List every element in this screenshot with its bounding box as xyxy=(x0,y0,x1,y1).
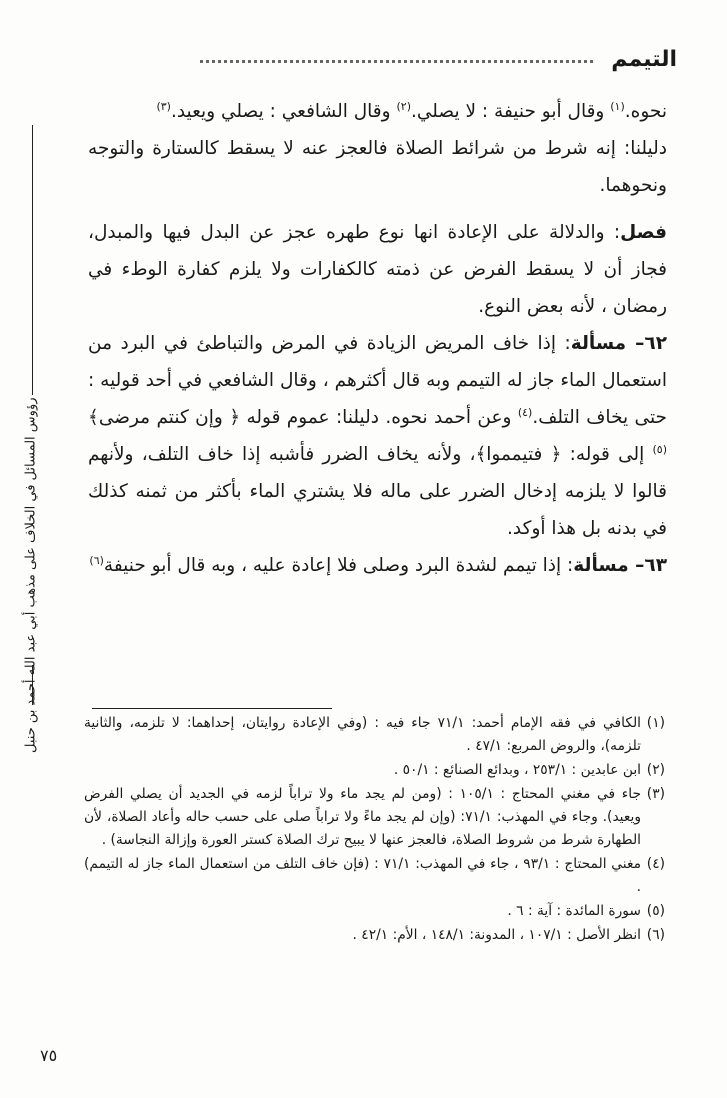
footnote-4: (٤) مغني المحتاج : ٩٣/١ ، جاء في المهذب: ٧١/١ : (فإن خاف التلف من استعمال الماء جاز له التيمم) . xyxy=(84,856,665,895)
paragraph-fasl: فصل: والدلالة على الإعادة انها نوع طهره عجز عن البدل فيها والمبدل، فجاز أن لا يسقط الفرض عن ذمته كالكفارات ولا يلزم كفارة الوطء في رمضان ، لأنه بعض النوع. xyxy=(88,222,667,317)
footnote-ref-2[interactable]: (٢) xyxy=(396,99,411,113)
issue-62: ٦٢– مسألة: إذا خاف المريض الزيادة في المرض والتباطئ في البرد من استعمال الماء جاز له التيمم وبه قال أكثرهم ، وقال الشافعي في أحد قوليه : حتى يخاف التلف.$^{(٤)}$ وعن أحمد نحوه. دليلنا: عموم قوله ﴿ وإن كنتم مرضى﴾$^{(٥)}$ إلى قوله: ﴿ فتيمموا﴾، ولأنه يخاف الضرر فأشبه إذا خاف التلف، ولأنهم قالوا لا يلزمه إدخال الضرر على ماله فلا يشتري الماء بأكثر من ثمنه كذلك في بدنه بل هذا أوكد. xyxy=(88,333,667,539)
footnote-2: (٢) ابن عابدين : ٢٥٣/١ ، وبدائع الصنائع : ٥٠/١ . xyxy=(393,762,665,778)
issue-63: ٦٣– مسألة: إذا تيمم لشدة البرد وصلى فلا إعادة عليه ، وبه قال أبو حنيفة$^{(٦)}$ xyxy=(89,553,667,576)
footnote-3: (٣) جاء في مغني المحتاج : ١٠٥/١ : (ومن لم يجد ماء ولا تراباً لزمه في الجديد أن يصلي الفرض ويعيد). وجاء في المهذب: ٧١/١: (وإن لم يجد ماءً ولا تراباً صلى على حسب حاله وأعاد الصلاة، لأن الطهارة شرط من شروط الصلاة، فالعجز عنها لا يبيح ترك الصلاة كستر العورة وإزالة النجاسة) . xyxy=(84,786,665,848)
footnote-ref-3[interactable]: (٣) xyxy=(156,99,171,113)
side-book-title xyxy=(20,125,46,753)
chapter-title: التيمم xyxy=(611,46,677,72)
fasl-label: فصل xyxy=(620,222,667,243)
issue-62-number: ٦٢– xyxy=(626,333,667,354)
issue-63-label: مسألة xyxy=(573,555,629,576)
main-text xyxy=(88,93,667,584)
footnotes xyxy=(84,712,665,948)
paragraph-2: دليلنا: إنه شرط من شرائط الصلاة فالعجز عنه لا يسقط كالستارة والتوجه ونحوهما. xyxy=(88,138,667,196)
footnote-separator xyxy=(92,708,332,709)
page-number: ٧٥ xyxy=(40,1046,58,1065)
running-header xyxy=(200,44,677,74)
side-rule-bottom xyxy=(32,665,33,705)
footnote-ref-6[interactable]: (٦) xyxy=(89,553,104,567)
header-dotted-rule xyxy=(200,60,593,63)
footnote-ref-5[interactable]: (٥) xyxy=(652,442,667,456)
footnote-1: (١) الكافي في فقه الإمام أحمد: ٧١/١ جاء فيه : (وفي الإعادة روايتان، إحداهما: لا تلزمه، والثانية تلزمه)، والروض المربع: ٤٧/١ . xyxy=(84,715,665,754)
issue-62-label: مسألة xyxy=(570,333,627,354)
paragraph-1: نحوه.$^{(١)}$ وقال أبو حنيفة : لا يصلي.$^{(٢)}$ وقال الشافعي : يصلي ويعيد.$^{(٣)}$ xyxy=(156,99,667,122)
issue-63-number: ٦٣– xyxy=(628,555,667,576)
footnote-6: (٦) انظر الأصل : ١٠٧/١ ، المدونة: ١٤٨/١ ، الأم: ٤٢/١ . xyxy=(352,927,665,943)
footnote-5: (٥) سورة المائدة : آية : ٦ . xyxy=(507,903,665,919)
side-title-text: رؤوس المسائل في الخلاف على مذهب أبي عبد الله أحمد بن حنبل xyxy=(23,397,39,753)
footnote-ref-1[interactable]: (١) xyxy=(610,99,625,113)
footnote-ref-4[interactable]: (٤) xyxy=(517,405,533,419)
side-rule-top xyxy=(32,125,33,395)
